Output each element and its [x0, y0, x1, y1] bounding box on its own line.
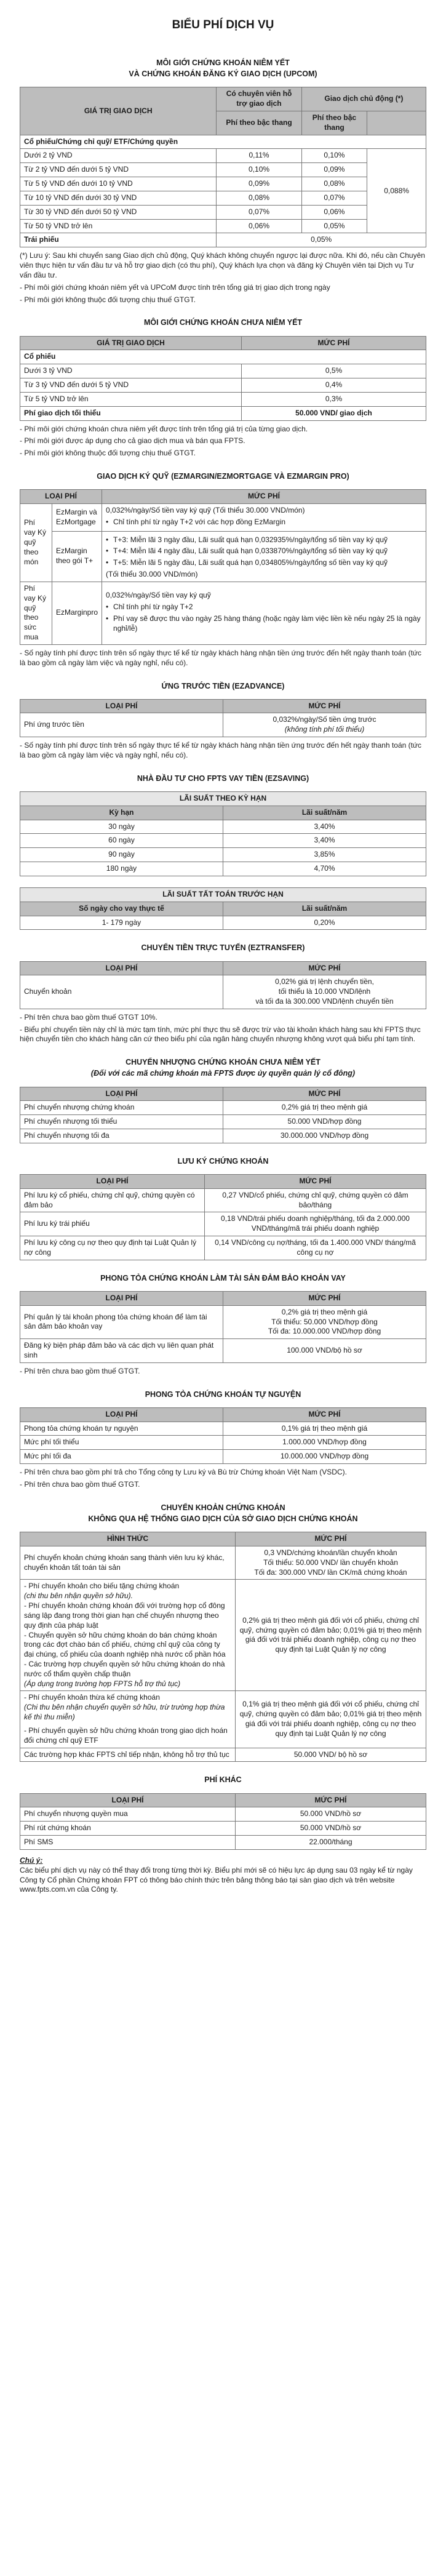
flat-fee: 0,088%: [367, 149, 426, 233]
section-title-unlisted-transfer: CHUYỂN NHƯỢNG CHỨNG KHOÁN CHƯA NIÊM YẾT (Đối với các mã chứng khoán mà FPTS được ủy quyền quản lý cổ đông): [90, 1058, 356, 1078]
table-row: Từ 50 tỷ VND trở lên: [20, 219, 217, 233]
table-row: Từ 5 tỷ VND đến dưới 10 tỷ VND: [20, 177, 217, 191]
bond-label: Trái phiếu: [20, 233, 217, 247]
unlisted-transfer-table: LOẠI PHÍ MỨC PHÍ Phí chuyển nhượng chứng khoán 0,2% giá trị theo mệnh giá Phí chuyển nhượng tối thiểu 50.000 VND/hợp đồng Phí chuyển nhượng tối đa 30.000.000 VND/hợp đồng: [20, 1087, 426, 1143]
early-rate-table: Số ngày cho vay thực tế Lãi suất/năm 1- 179 ngày 0,20%: [20, 902, 426, 930]
notes: - Phí môi giới chứng khoán chưa niêm yết được tính trên tổng giá trị của từng giao dịch. - Phí môi giới được áp dụng cho cả giao dịch mua và bán qua FPTS. - Phí môi giới không thuộc đối tượng chịu thuế GTGT.: [20, 424, 308, 458]
col-header-online: Giao dịch chủ động (*): [301, 87, 426, 111]
table-row: Từ 3 tỷ VND đến dưới 5 tỷ VND: [20, 378, 242, 393]
section-title-other-fees: PHÍ KHÁC: [204, 1775, 242, 1785]
bond-fee: 0,05%: [217, 233, 426, 247]
subsection-title: LÃI SUẤT TẤT TOÁN TRƯỚC HẠN: [20, 887, 426, 902]
footer-note: Chú ý: Các biểu phí dịch vụ này có thể thay đổi trong từng thời kỳ. Biểu phí mới sẽ có hiệu lực áp dụng sau 03 ngày kể từ ngày Công ty Cổ phần Chứng khoán FPT có thông báo chính thức trên bảng thông báo tại sàn giao dịch và trên website www.fpts.com.vn của Công ty.: [20, 1855, 413, 1894]
page-title: BIỂU PHÍ DỊCH VỤ: [172, 18, 274, 31]
col-header-tier-online: Phí theo bậc thang: [301, 111, 367, 135]
note: (*) Lưu ý: Sau khi chuyển sang Giao dịch chủ động, Quý khách không chuyển ngược lại được nữa. Khi đó, nếu cần Chuyên viên thực hiện tư vấn đầu tư và hỗ trợ giao dịch (có thu phí), Quý khách lựa chọn và đăng ký Chuyên viên tại Dịch vụ Tư vấn đầu tư.: [20, 251, 425, 279]
section-title-margin: GIAO DỊCH KÝ QUỸ (EZMARGIN/EZMORTGAGE VÀ EZMARGIN PRO): [97, 471, 349, 481]
table-row: Từ 2 tỷ VND đến dưới 5 tỷ VND: [20, 163, 217, 177]
other-fees-table: LOẠI PHÍ MỨC PHÍ Phí chuyển nhượng quyền mua 50.000 VND/hồ sơ Phí rút chứng khoán 50.000 VND/hồ sơ Phí SMS 22.000/tháng: [20, 1793, 426, 1850]
col-header-assisted: Có chuyên viên hỗ trợ giao dịch: [217, 87, 301, 111]
section-title-unlisted-brokerage: MÔI GIỚI CHỨNG KHOÁN CHƯA NIÊM YẾT: [143, 318, 303, 327]
section-title-listed-brokerage: MÔI GIỚI CHỨNG KHOÁN NIÊM YẾT VÀ CHỨNG KHOÁN ĐĂNG KÝ GIAO DỊCH (UPCOM): [129, 58, 317, 79]
collateral-table: LOẠI PHÍ MỨC PHÍ Phí quản lý tài khoản phong tỏa chứng khoán để làm tài sản đảm bảo khoản vay 0,2% giá trị theo mệnh giá Tối thiểu: 50.000 VND/hợp đồng Tối đa: 10.000.000 VND/hợp đồng Đăng ký biện pháp đảm bảo và các dịch vụ liên quan phát sinh 100.000 VND/bộ hồ sơ: [20, 1291, 426, 1363]
section-title-otc-transfer: CHUYỂN KHOẢN CHỨNG KHOÁN KHÔNG QUA HỆ THỐNG GIAO DỊCH CỦA SỞ GIAO DỊCH CHỨNG KHOÁN: [88, 1503, 358, 1523]
note: - Phí môi giới không thuộc đối tượng chịu thuế GTGT.: [20, 295, 196, 304]
custody-table: LOẠI PHÍ MỨC PHÍ Phí lưu ký cổ phiếu, chứng chỉ quỹ, chứng quyền có đảm bảo 0,27 VND/cổ phiếu, chứng chỉ quỹ, chứng quyền có đảm bảo/tháng Phí lưu ký trái phiếu 0,18 VND/trái phiếu doanh nghiệp/tháng, tối đa 2.000.000 VND/tháng/mã trái phiếu doanh nghiệp Phí lưu ký công cụ nợ theo quy định tại Luật Quản lý nợ công 0,14 VND/công cụ nợ/tháng, tối đa 1.400.000 VND/ tháng/mã công cụ nợ: [20, 1174, 426, 1260]
section-title-advance: ỨNG TRƯỚC TIỀN (EZADVANCE): [161, 681, 285, 690]
margin-table: LOẠI PHÍ MỨC PHÍ Phí vay Ký quỹ theo món EzMargin và EzMortgage 0,032%/ngày/Số tiền vay ký quỹ (Tối thiểu 30.000 VND/món) • Chỉ tính phí từ ngày T+2 với các hợp đồng EzMargin EzMargin theo gói T+ • T+3: Miễn lãi 3 ngày đầu, Lãi suất quá hạn 0,032935%/ngày/tổng số tiền vay ký quỹ • T+4: Miễn lãi 4 ngày đầu, Lãi suất quá hạn 0,033870%/ngày/tổng số tiền vay ký quỹ • T+5: Miễn lãi 5 ngày đầu, Lãi suất quá hạn 0,034805%/ngày/tổng số tiền vay ký quỹ (Tối thiểu 30.000 VND/món) Phí vay Ký quỹ theo sức mua EzMarginpro 0,032%/ngày/Số tiền vay ký quỹ • Chỉ tính phí từ ngày T+2 • Phí vay sẽ được thu vào ngày 25 hàng tháng (hoặc ngày làm việc liền kề nếu ngày 25 là ngày nghỉ/lễ): [20, 489, 426, 645]
otc-transfer-table: HÌNH THỨC MỨC PHÍ Phí chuyển khoản chứng khoán sang thành viên lưu ký khác, chuyển khoản tất toán tài sản 0,3 VND/chứng khoán/lần chuyển khoản Tối thiểu: 50.000 VND/ lần chuyển khoản Tối đa: 300.000 VND/ lần CK/mã chứng khoán - Phí chuyển khoản cho biếu tặng chứng khoán (chi thu bên nhận quyền sở hữu). - Phí chuyển khoản chứng khoán đối với trường hợp cổ đông sáng lập đang trong thời gian hạn chế chuyển nhượng theo quy định của pháp luật - Chuyển quyền sở hữu chứng khoán do bán chứng khoán trong các đợt chào bán cổ phiếu, chứng chỉ quỹ của công ty đại chúng, cổ phiếu của doanh nghiệp nhà nước cổ phần hóa - Các trường hợp chuyển quyền sở hữu chứng khoán do nhà nước cổ thẩm quyền chấp thuận (Áp dụng trong trường hợp FPTS hỗ trợ thủ tục) 0,2% giá trị theo mệnh giá đối với cổ phiếu, chứng chỉ quỹ, chứng quyền có đảm bảo; 0,01% giá trị theo mệnh giá đối với trái phiếu doanh nghiệp, công cụ nợ theo quy định tại Luật Quản lý nợ công - Phí chuyển khoản thừa kế chứng khoán (Chi thu bên nhận chuyển quyền sở hữu, trừ trường hợp thừa kế thì thu miễn) - Phí chuyển quyền sở hữu chứng khoán trong giao dịch hoán đổi chứng chỉ quỹ ETF 0,1% giá trị theo mệnh giá đối với cổ phiếu, chứng chỉ quỹ, chứng quyền có đảm bảo; 0,01% giá trị theo mệnh giá đối với trái phiếu doanh nghiệp, công cụ nợ theo quy định tại Luật Quản lý nợ công Các trường hợp khác FPTS chỉ tiếp nhận, không hỗ trợ thủ tục 50.000 VND/ bộ hồ sơ: [20, 1532, 426, 1762]
notes: - Phí trên chưa bao gồm thuế GTGT.: [20, 1366, 140, 1375]
notes: - Số ngày tính phí được tính trên số ngày thực tế kể từ ngày khách hàng nhận tiền ứng trước đến hết ngày thanh toán (tức là bao gồm cả ngày làm việc và ngày nghỉ, nếu có).: [20, 741, 421, 759]
section-title-transfer: CHUYỂN TIỀN TRỰC TUYẾN (EZTRANSFER): [141, 943, 305, 953]
notes: - Phí trên chưa bao gồm thuế GTGT 10%. - Biểu phí chuyển tiền này chỉ là mức tạm tính, mức phí thực thu sẽ được trừ vào tài khoản khách hàng sau khi FPTS thực hiện chuyển tiền cho khách hàng căn cứ theo biểu phí của ngân hàng chuyển nhượng không vượt quá biểu phí tạm tính.: [20, 1012, 421, 1044]
col-header-tier: Phí theo bậc thang: [217, 111, 301, 135]
table-row: Dưới 2 tỷ VND: [20, 149, 217, 163]
section-title-ezsaving: NHÀ ĐẦU TƯ CHO FPTS VAY TIỀN (EZSAVING): [137, 774, 309, 783]
unlisted-brokerage-table: GIÁ TRỊ GIAO DỊCH MỨC PHÍ Cổ phiếu Dưới 3 tỷ VND 0,5% Từ 3 tỷ VND đến dưới 5 tỷ VND 0,4% Từ 5 tỷ VND trở lên 0,3% Phí giao dịch tối thiểu 50.000 VND/ giao dịch: [20, 336, 426, 421]
table-row: Từ 10 tỷ VND đến dưới 30 tỷ VND: [20, 191, 217, 205]
note: - Phí môi giới chứng khoán niêm yết và UPCoM được tính trên tổng giá trị giao dịch trong ngày: [20, 282, 330, 292]
table-row: Từ 30 tỷ VND đến dưới 50 tỷ VND: [20, 205, 217, 219]
section-title-collateral: PHONG TỎA CHỨNG KHOÁN LÀM TÀI SẢN ĐẢM BẢO KHOẢN VAY: [100, 1273, 346, 1282]
table-row: Dưới 3 tỷ VND: [20, 364, 242, 378]
notes: - Số ngày tính phí được tính trên số ngày thực tế kể từ ngày khách hàng nhận tiền ứng trước đến hết ngày thanh toán (tức là bao gồm cả ngày làm việc và ngày nghỉ, nếu có).: [20, 648, 421, 667]
advance-table: LOẠI PHÍ MỨC PHÍ Phí ứng trước tiền 0,032%/ngày/Số tiền ứng trước (không tính phí tối thiểu): [20, 699, 426, 737]
voluntary-block-table: LOẠI PHÍ MỨC PHÍ Phong tỏa chứng khoán tự nguyện 0,1% giá trị theo mệnh giá Mức phí tối thiểu 1.000.000 VND/hợp đồng Mức phí tối đa 10.000.000 VND/hợp đồng: [20, 1407, 426, 1464]
section-title-custody: LƯU KÝ CHỨNG KHOÁN: [177, 1156, 269, 1166]
notes: - Phí trên chưa bao gồm phí trả cho Tổng công ty Lưu ký và Bù trừ Chứng khoán Việt Nam (VSDC). - Phí trên chưa bao gồm thuế GTGT.: [20, 1468, 347, 1489]
listed-brokerage-table: GIÁ TRỊ GIAO DỊCH Có chuyên viên hỗ trợ giao dịch Giao dịch chủ động (*) Phí theo bậc thang Phí theo bậc thang Cổ phiếu/Chứng chỉ quỹ/ ETF/Chứng quyền Dưới 2 tỷ VND 0,11% 0,10% 0,088% Từ 2 tỷ VND đến dưới 5 tỷ VND 0,10% 0,09% Từ 5 tỷ VND đến dưới 10 tỷ VND 0,09% 0,08% Từ 10 tỷ VND đến dưới 30 tỷ VND 0,08% 0,07% Từ 30 tỷ VND đến dưới 50 tỷ VND 0,07% 0,06% Từ 50 tỷ VND trở lên 0,06% 0,05% Trái phiếu 0,05%: [20, 87, 426, 247]
section-title-voluntary-block: PHONG TỎA CHỨNG KHOÁN TỰ NGUYỆN: [145, 1390, 301, 1399]
subsection-title: LÃI SUẤT THEO KỲ HẠN: [20, 791, 426, 806]
notes: [20, 251, 426, 305]
col-header-trade-value: GIÁ TRỊ GIAO DỊCH: [20, 87, 217, 135]
term-rate-table: Kỳ hạn Lãi suất/năm 30 ngày 3,40% 60 ngày 3,40% 90 ngày 3,85% 180 ngày 4,70%: [20, 806, 426, 876]
transfer-table: LOẠI PHÍ MỨC PHÍ Chuyển khoản 0,02% giá trị lệnh chuyển tiền, tối thiểu là 10.000 VND/lệnh và tối đa là 300.000 VND/lệnh chuyển tiền: [20, 961, 426, 1009]
table-row: Từ 5 tỷ VND trở lên: [20, 392, 242, 406]
group-label: Cổ phiếu/Chứng chỉ quỹ/ ETF/Chứng quyền: [20, 135, 426, 149]
